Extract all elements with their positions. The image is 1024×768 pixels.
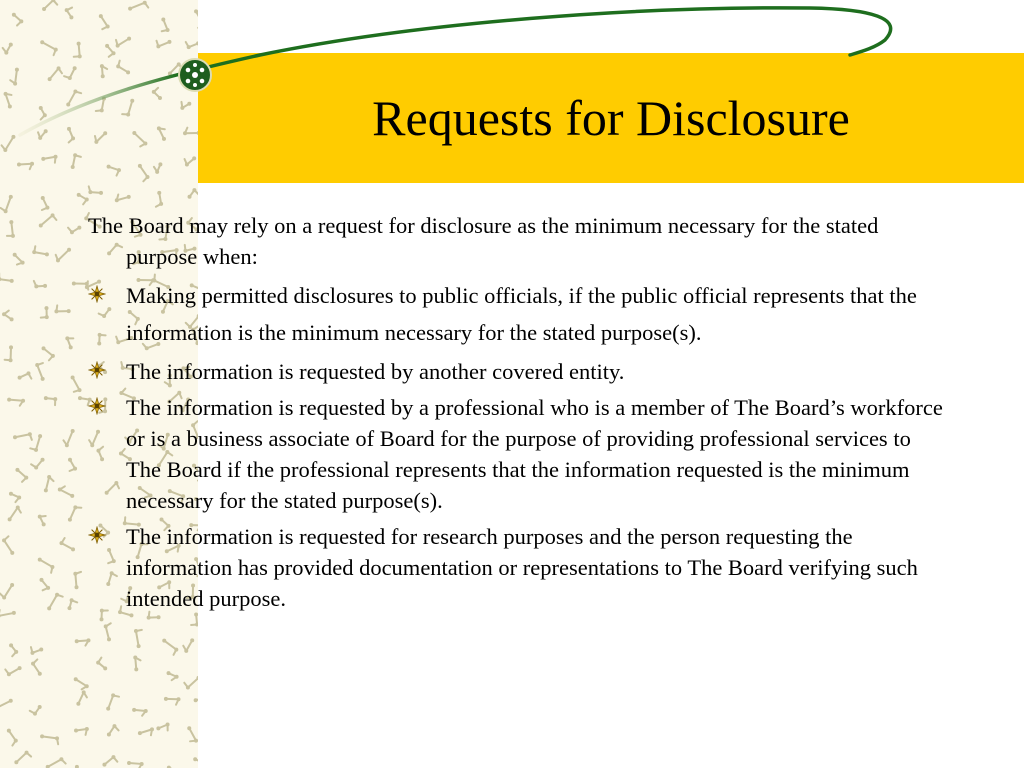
pattern-glyph <box>56 248 71 263</box>
pattern-glyph <box>18 371 32 379</box>
pattern-glyph <box>167 671 179 680</box>
pattern-glyph <box>127 761 144 768</box>
pattern-glyph <box>73 572 81 589</box>
pattern-glyph <box>107 165 121 176</box>
pattern-glyph <box>180 102 191 110</box>
pattern-glyph <box>1 195 13 213</box>
pattern-glyph <box>30 434 42 452</box>
pattern-glyph <box>68 226 81 235</box>
pattern-glyph <box>94 131 107 144</box>
bullet-item <box>88 277 948 351</box>
pattern-glyph <box>5 345 13 362</box>
pattern-glyph <box>71 375 82 392</box>
daisy-bullet-icon <box>88 397 106 415</box>
pattern-glyph <box>74 42 82 59</box>
pattern-glyph <box>188 188 198 199</box>
pattern-glyph <box>88 186 103 194</box>
pattern-glyph <box>138 164 150 181</box>
pattern-glyph <box>193 757 198 768</box>
pattern-glyph <box>105 44 115 57</box>
pattern-glyph <box>47 593 63 611</box>
pattern-glyph <box>68 458 77 471</box>
pattern-glyph <box>64 66 77 80</box>
pattern-glyph <box>122 99 134 117</box>
pattern-glyph <box>96 658 107 671</box>
pattern-glyph <box>194 9 198 27</box>
pattern-glyph <box>67 127 75 143</box>
bullet-text: The information is requested by a professional who is a member of The Board’s workforce or is a business associate of Board for the purpose of providing professional services to The Board if the professional represents that the information requested is the minimum necessary for the stated purpose(s). <box>126 395 943 513</box>
pattern-glyph <box>116 37 131 48</box>
pattern-glyph <box>0 273 14 283</box>
pattern-glyph <box>0 610 16 618</box>
pattern-glyph <box>187 726 198 742</box>
pattern-glyph <box>48 66 62 81</box>
pattern-glyph <box>184 676 198 690</box>
pattern-glyph <box>59 538 75 551</box>
bullet-item <box>88 392 948 516</box>
pattern-glyph <box>31 458 44 470</box>
pattern-glyph <box>0 699 13 710</box>
daisy-bullet-icon <box>88 526 106 544</box>
pattern-glyph <box>68 505 81 521</box>
pattern-glyph <box>161 17 169 32</box>
pattern-glyph <box>164 697 181 705</box>
pattern-glyph <box>67 598 77 610</box>
pattern-glyph <box>74 677 89 689</box>
pattern-glyph <box>42 346 55 360</box>
pattern-glyph <box>30 705 42 716</box>
pattern-glyph <box>32 246 49 256</box>
pattern-glyph <box>75 638 91 645</box>
pattern-glyph <box>7 729 18 746</box>
pattern-glyph <box>54 305 70 313</box>
bullet-item <box>88 521 948 614</box>
pattern-glyph <box>134 629 142 648</box>
pattern-glyph <box>44 475 54 492</box>
pattern-glyph <box>156 191 163 207</box>
pattern-glyph <box>7 398 25 406</box>
pattern-glyph <box>132 131 147 146</box>
pattern-glyph <box>157 126 166 140</box>
pattern-glyph <box>58 486 74 498</box>
slide-title: Requests for Disclosure <box>372 90 850 146</box>
bullet-text: The information is requested for research purposes and the person requesting the information has provided documentation or representations to The Board verifying such intended purpose. <box>126 524 918 611</box>
pattern-glyph <box>15 468 28 482</box>
pattern-glyph <box>3 43 13 55</box>
pattern-glyph <box>17 162 34 170</box>
pattern-glyph <box>63 429 74 447</box>
pattern-glyph <box>77 193 89 205</box>
pattern-glyph <box>44 396 57 405</box>
bullet-text: Making permitted disclosures to public officials, if the public official represents that the information is the minimum necessary for the stated purpose(s). <box>126 283 917 345</box>
pattern-glyph <box>152 88 162 100</box>
pattern-glyph <box>96 97 106 113</box>
pattern-glyph <box>106 693 119 710</box>
pattern-glyph <box>10 68 19 86</box>
pattern-glyph <box>162 639 178 655</box>
bullet-list <box>88 277 948 614</box>
pattern-glyph <box>41 155 57 163</box>
pattern-glyph <box>74 727 89 735</box>
pattern-glyph <box>71 153 81 169</box>
intro-paragraph: The Board may rely on a request for disclosure as the minimum necessary for the stated purpose when: <box>88 213 879 269</box>
pattern-glyph <box>168 62 183 75</box>
pattern-glyph <box>102 755 117 766</box>
pattern-glyph <box>183 128 198 136</box>
pattern-glyph <box>41 306 49 319</box>
pattern-glyph <box>65 336 73 349</box>
pattern-glyph <box>30 647 43 655</box>
pattern-glyph <box>133 656 140 672</box>
pattern-glyph <box>2 311 14 322</box>
pattern-glyph <box>186 41 198 49</box>
pattern-glyph <box>99 14 110 29</box>
pattern-glyph <box>40 578 51 590</box>
pattern-glyph <box>194 696 198 704</box>
pattern-glyph <box>185 156 197 166</box>
pattern-glyph <box>13 432 32 440</box>
pattern-glyph <box>42 0 57 11</box>
pattern-glyph <box>38 129 48 140</box>
pattern-glyph <box>13 253 25 265</box>
pattern-glyph <box>14 751 31 765</box>
pattern-glyph <box>138 727 154 735</box>
pattern-glyph <box>76 690 87 705</box>
pattern-glyph <box>35 363 44 381</box>
pattern-glyph <box>66 90 81 107</box>
pattern-glyph <box>12 13 23 26</box>
pattern-glyph <box>31 659 42 675</box>
pattern-glyph <box>2 536 14 555</box>
pattern-glyph <box>65 8 74 20</box>
pattern-glyph <box>107 724 119 736</box>
pattern-glyph <box>100 64 107 78</box>
pattern-glyph <box>156 722 169 730</box>
bullet-item <box>88 356 948 387</box>
pattern-glyph <box>0 583 14 600</box>
pattern-glyph <box>7 220 15 238</box>
pattern-glyph <box>9 643 18 656</box>
pattern-glyph <box>115 194 131 202</box>
pattern-glyph <box>132 708 148 716</box>
pattern-glyph <box>104 623 111 641</box>
pattern-glyph <box>39 213 57 227</box>
pattern-glyph <box>9 492 21 502</box>
pattern-glyph <box>38 515 46 527</box>
pattern-glyph <box>46 757 66 768</box>
pattern-glyph <box>154 162 163 174</box>
slide-body <box>88 210 948 614</box>
daisy-bullet-icon <box>88 361 106 379</box>
pattern-glyph <box>188 69 198 79</box>
pattern-glyph <box>41 196 50 210</box>
pattern-glyph <box>8 505 21 521</box>
pattern-glyph <box>183 638 194 653</box>
pattern-glyph <box>128 1 148 11</box>
pattern-glyph <box>156 40 171 49</box>
pattern-glyph <box>191 613 198 627</box>
pattern-glyph <box>40 734 59 744</box>
pattern-glyph <box>40 40 58 55</box>
pattern-glyph <box>5 666 21 676</box>
pattern-glyph <box>2 135 16 152</box>
bullet-text: The information is requested by another covered entity. <box>126 359 625 384</box>
pattern-glyph <box>34 281 47 288</box>
pattern-glyph <box>116 61 130 75</box>
daisy-bullet-icon <box>88 285 106 303</box>
pattern-glyph <box>39 106 47 120</box>
pattern-glyph <box>4 92 12 109</box>
pattern-glyph <box>38 558 55 573</box>
